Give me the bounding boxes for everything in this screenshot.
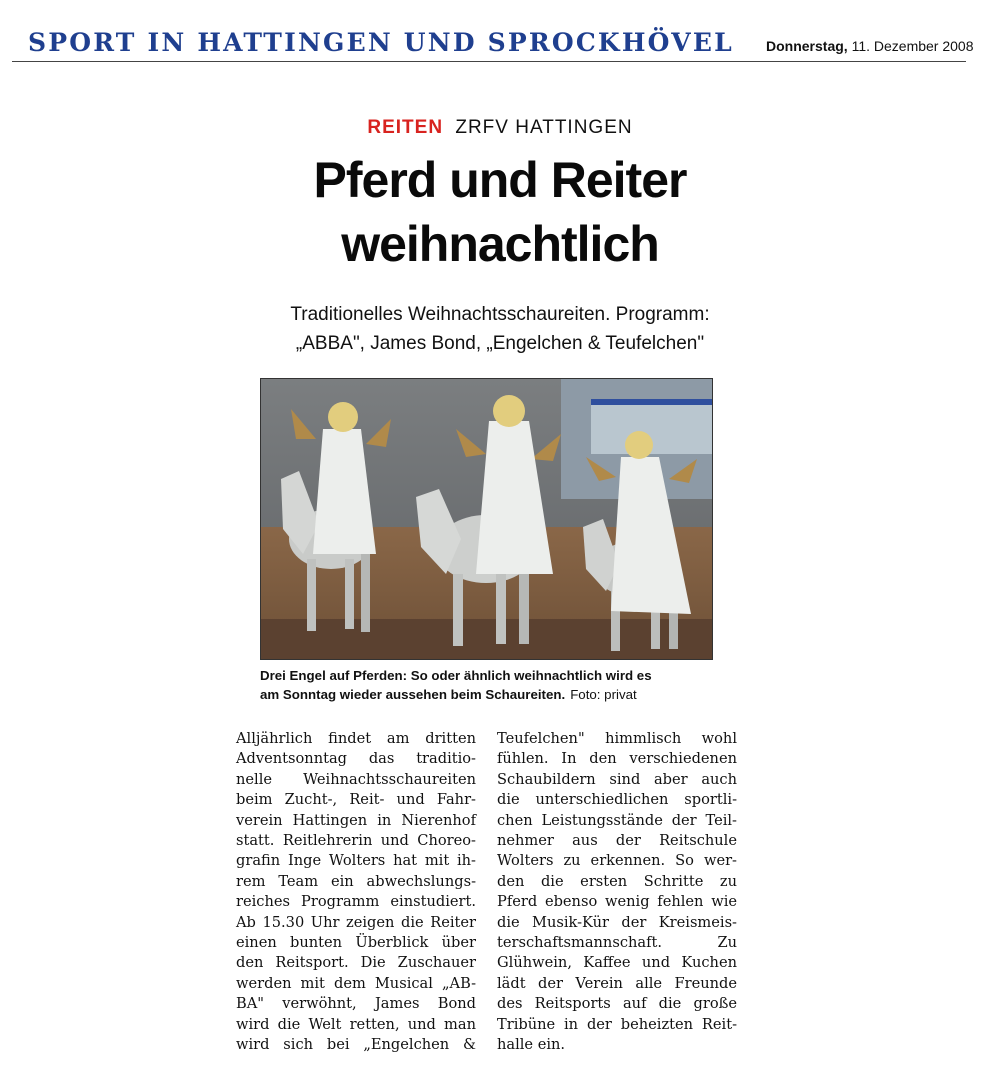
body-line: den die ersten Schritte zu (497, 872, 737, 890)
body-line: Adventsonntag das traditio- (236, 750, 476, 768)
masthead-rule (12, 61, 966, 62)
body-line: die Musik-Kür der Kreismeis- (497, 913, 737, 931)
body-line: Tribüne in der beheizten Reit- (497, 1015, 737, 1033)
article-photo (260, 378, 713, 660)
body-line: BA" verwöhnt, James Bond (236, 995, 476, 1013)
article-kicker (0, 117, 1000, 139)
body-column-right (497, 729, 737, 1056)
kicker-topic: REITEN (367, 117, 444, 138)
headline (0, 148, 1000, 276)
body-line: statt. Reitlehrerin und Choreo- (236, 832, 476, 850)
body-line: verein Hattingen in Nierenhof (236, 811, 476, 829)
body-line: nelle Weihnachtsschaureiten (236, 770, 476, 788)
body-line: Pferd ebenso wenig fehlen wie (497, 893, 737, 911)
body-line: beim Zucht-, Reit- und Fahr- (236, 791, 476, 809)
photo-credit: Foto: privat (570, 687, 637, 702)
subheadline (0, 300, 1000, 358)
photo-illustration (261, 379, 713, 660)
photo-caption (260, 666, 720, 704)
body-line: grafin Inge Wolters hat mit ih- (236, 852, 476, 870)
body-line: halle ein. (497, 1036, 566, 1054)
body-line: wird sich bei „Engelchen & (236, 1036, 476, 1054)
body-line: des Reitsports auf die große (497, 995, 737, 1013)
body-column-left (236, 729, 476, 1056)
caption-line: Drei Engel auf Pferden: So oder ähnlich weihnachtlich wird es (260, 668, 652, 683)
headline-line: weihnachtlich (341, 216, 659, 272)
body-line: Schaubildern sind aber auch (497, 770, 737, 788)
body-line: werden mit dem Musical „AB- (236, 974, 476, 992)
body-line: Wolters zu erkennen. So wer- (497, 852, 737, 870)
body-line: wird die Welt retten, und man (236, 1015, 476, 1033)
body-line: einen bunten Überblick über (236, 934, 476, 952)
body-line: Alljährlich findet am dritten (236, 730, 476, 747)
body-line: die unterschiedlichen sportli- (497, 791, 737, 809)
subhead-line: Traditionelles Weihnachtsschaureiten. Programm: (290, 304, 710, 325)
issue-date (766, 38, 974, 54)
issue-weekday: Donnerstag, (766, 38, 848, 54)
section-title: SPORT IN HATTINGEN UND SPROCKHÖVEL (28, 28, 734, 57)
headline-line: Pferd und Reiter (313, 152, 687, 208)
subhead-line: „ABBA", James Bond, „Engelchen & Teufelchen" (295, 333, 705, 354)
body-line: terschaftsmannschaft. Zu (497, 934, 737, 952)
body-line: nehmer aus der Reitschule (497, 832, 737, 850)
body-line: Ab 15.30 Uhr zeigen die Reiter (236, 913, 476, 931)
body-line: chen Leistungsstände der Teil- (497, 811, 737, 829)
body-line: Teufelchen" himmlisch wohl (497, 730, 737, 747)
masthead (0, 0, 1000, 64)
body-line: Glühwein, Kaffee und Kuchen (497, 954, 737, 972)
body-line: reiches Programm einstudiert. (236, 893, 476, 911)
body-line: lädt der Verein alle Freunde (497, 974, 737, 992)
kicker-club: ZRFV HATTINGEN (455, 117, 633, 138)
body-line: den Reitsport. Die Zuschauer (236, 954, 476, 972)
body-line: fühlen. In den verschiedenen (497, 750, 737, 768)
body-line: rem Team ein abwechslungs- (236, 872, 476, 890)
caption-line: am Sonntag wieder aussehen beim Schaureiten. (260, 687, 566, 702)
issue-date-value: 11. Dezember 2008 (851, 38, 974, 54)
